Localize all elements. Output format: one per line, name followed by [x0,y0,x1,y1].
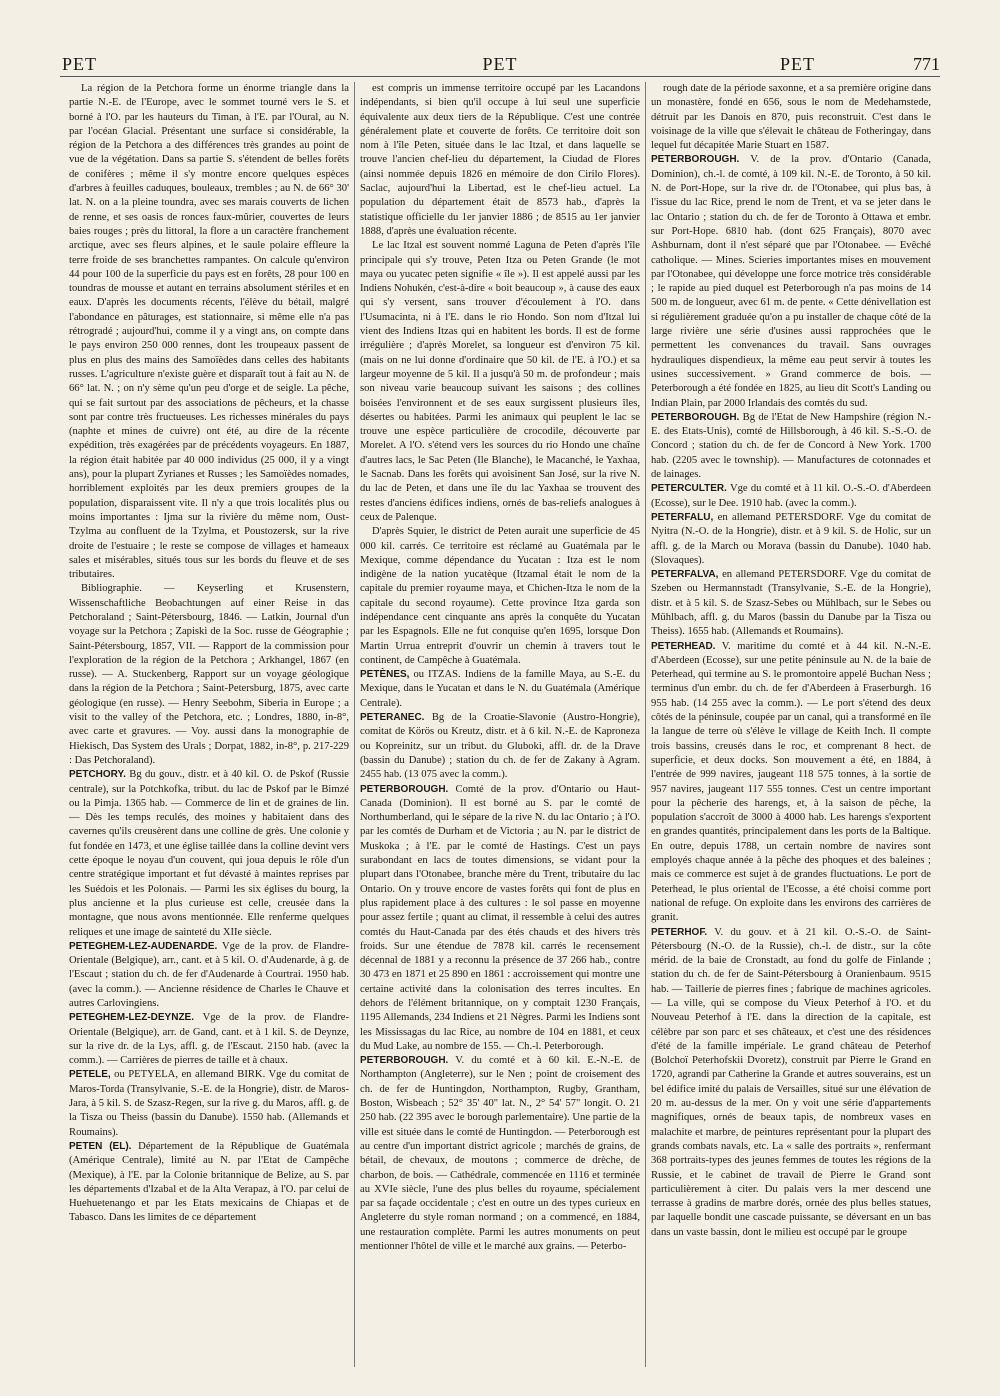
dictionary-entry [69,1140,349,1226]
column-3 [645,82,936,1367]
dictionary-entry [69,768,349,940]
dictionary-entry [651,511,931,568]
entry-headword: PETERFALVA, [651,569,719,581]
entry-text: ou ITZAS. Indiens de la famille Maya, au S.-E. du Mexique, dans le Yucatan et dans le N. du Guatémala (Amérique Centrale). [360,669,640,709]
entry-text: Vge de la prov. de Flandre-Orientale (Belgique), arr. de Gand, cant. et à 1 kil. S. de Deynze, sur la rive dr. de la Lys, affl. g. de l'Escaut. 2150 hab. (avec la comm.). — Carrières de pierres de taille et à chaux. [69,1012,349,1067]
page-number: 771 [913,54,940,74]
dictionary-entry [651,411,931,482]
entry-text: V. maritime du comté et à 44 kil. N.-N.-E. d'Aberdeen (Ecosse), sur une petite péninsule au N. de la baie de Peterhead, qui termine au S. le promontoire appelé Buchan Ness ; terminus d'un embr. du ch. de fer d'Aberdeen à Fraserburgh. 16 955 hab. (14 255 avec la comm.). — Le port s'étend des deux côtés de la péninsule, coupée par un canal, qui a transformé en île la langue de terre où s'élève le village de Keith Inch. Il compte trois bassins, creusés dans le roc, et comprenant 8 hect. de superficie, et deux docks. Son mouvement a été, en 1884, à l'entrée de 999 navires, jaugeant 118 575 tonnes, à la sortie de 957 navires, jaugeant 117 555 tonnes. C'est un centre important pour la pêcherie des harengs, et, à la saison de pêche, la population s'accroît de 3000 à 4000 hab. Les harengs s'exportent en grandes quantités, principalement dans les ports de la Baltique. En outre, depuis 1788, un certain nombre de navires sont employés chaque année à la pêche des phoques et des baleines ; mais ce commerce est sujet à de grandes fluctuations. Le port de Peterhead, le plus oriental de l'Ecosse, a été choisi comme port national de refuge. On exploite dans les environs des carrières de granit. [651,640,931,924]
column-2 [354,82,645,1367]
entry-text: Comté de la prov. d'Ontario ou Haut-Canada (Dominion). Il est borné au S. par le comté de Northumberland, qui le sépare de la rive N. du lac Ontario ; à l'O. par les comtés de Durham et de Victoria ; au N. par le district de Muskoka ; à l'E. par le comté de Hastings. C'est un pays surabondant en lacs de toutes dimensions, se vidant pour la plupart dans l'Otonabee, branche mère du Trent, tributaire du lac Ontario. On y trouve encore de vastes forêts qui font de plus en plus rapidement place à des cultures : le sol passe en moyenne pour assez fertile ; quant au climat, il ressemble à celui des autres comtés du Haut-Canada par des étés chauds et des hivers très froids. Sur une étendue de 7878 kil. carrés le recensement décennal de 1881 y a reconnu la présence de 37 266 hab., contre 30 473 en 1871 et 25 890 en 1861 : accroissement qui montre une certaine activité dans la colonisation des terres incultes. En dehors de l'élément britannique, on y comptait 1230 Français, 1195 Allemands, 234 Indiens et 21 Nègres. Parmi les Indiens sont les Mississagas du lac Rice, au nombre de 104 en 1881, et ceux du Mud Lake, au nombre de 155. — Ch.-l. Peterborough. [360,783,640,1052]
entry-text: en allemand PETERSDORF. Vge du comitat de Szeben ou Hermannstadt (Transylvanie, S.-E. de la Hongrie), distr. et à 5 kil. S. de Szasz-Sebes ou Mühlbach, sur le Sebes ou Mühlbach, affl. g. du Maros (bassin du Danube par la Tisza ou Theiss). 1655 hab. (Allemands et Roumains). [651,569,931,638]
entry-headword: PETELE, [69,1069,111,1081]
entry-text: ou PETYELA, en allemand BIRK. Vge du comitat de Maros-Torda (Transylvanie, S.-E. de la Hongrie), distr. de Maros-Jara, à 5 kil. S. de Szasz-Regen, sur la rive g. du Maros, affl. g. de la Tisza ou Theiss (bassin du Danube). 1550 hab. (Allemands et Roumains). [69,1069,349,1138]
entry-headword: PETERHOF. [651,926,708,938]
entry-headword: PETCHORY. [69,769,126,781]
entry-text: est compris un immense territoire occupé par les Lacandons indépendants, si bien qu'il occupe à lui seul une superficie équivalente aux deux tiers de la République. C'est une contrée généralement plate et couverte de forêts. Ce territoire doit son nom à l'île Peten, située dans le lac Itzal, et dans laquelle se trouve l'ancien chef-lieu du département, la Ciudad de Flores (ainsi nommée depuis 1826 en mémoire de don Cirilo Flores). Saclac, aujourd'hui la Libertad, est le chef-lieu actuel. La population du département était de 8573 hab., d'après la statistique officielle du 1er janvier 1886 ; de 8515 au 1er janvier 1888, d'après une évaluation récente. [360,83,640,237]
dictionary-entry [651,926,931,1241]
dictionary-entry [69,940,349,1011]
dictionary-entry [69,1068,349,1139]
dictionary-entry [360,783,640,1055]
entry-text: Département de la République de Guatémala (Amérique Centrale), limité au N. par l'Etat de Campêche (Mexique), à l'E. par la Colonie britannique de Belize, au S. par les départements d'Izabal et de la Alta Verapaz, à l'O. par celui de Huehuetenango et par les Etats mexicains de Chiapas et de Tabasco. Dans les limites de ce département [69,1140,349,1224]
dictionary-entry [651,640,931,926]
entry-text: Bg de l'Etat de New Hampshire (région N.-E. des Etats-Unis), comté de Hillsborough, à 46 kil. S.-S.-O. de Concord ; station du ch. de fer de Concord à New York. 1700 hab. (2205 avec le township). — Manufactures de cotonnades et de lainages. [651,411,931,481]
entry-headword: PETEGHEM-LEZ-AUDENARDE. [69,940,218,952]
dictionary-entry [651,153,931,410]
header-rule [60,76,940,77]
dictionary-entry [360,1054,640,1254]
header-headword-left: PET [62,54,98,74]
dictionary-entry [360,668,640,711]
entry-text: Bibliographie. — Keyserling et Krusenstern, Wissenschaftliche Beobachtungen auf einer Reise in das Petchoraland ; Saint-Pétersbourg, 1846. — Latkin, Journal d'un voyage sur la Petchora ; Zapiski de la Soc. russe de Géographie ; Saint-Pétersbourg, 1857, VII. — Rapport de la commission pour l'exploration de la région de la Petchora ; Arkhangel, 1867 (en russe). — A. Stuckenberg, Rapport sur un voyage géologique dans la région de la Petchora ; Saint-Petersburg, 1875, avec carte géologique (en russe). — Henry Seebohm, Siberia in Europe ; a visit to the valley of the Petchora, etc. ; Londres, 1880, in-8°, avec carte et gravures. — Voy. aussi dans la monographie de Hiekisch, Das System des Urals ; Dorpat, 1882, in-8°, p. 217-229 : Das Petchoraland). [69,583,349,766]
entry-text: Le lac Itzal est souvent nommé Laguna de Peten d'après l'île principale qui s'y trouve, Peten Itza ou Peten Grande (le mot maya ou yucatec peten signifie « île »). Il est appelé aussi par les Indiens Nohukén, c'est-à-dire « boit beaucoup », à cause des eaux qui s'y versent, sans trouver d'écoulement à l'O. dans l'Usumacinta, ni à l'E. dans le rio Hondo. Son nom d'Itzal lui vient des Indiens Itzas qui en habitent les bords. Il est de forme irrégulière ; d'après Morelet, sa longueur est d'environ 75 kil. (mais on ne lui donne d'ordinaire que 50 kil. de l'E. à l'O.) et sa largeur moyenne de 5 kil. Il a jusqu'à 50 m. de profondeur ; mais son niveau varie beaucoup suivant les saisons ; des collines boisées l'environnent et de ses eaux surgissent plusieurs îles, désertes ou habitées. Parmi les animaux qui peuplent le lac se trouve une espèce particulière de crocodile, découverte par Morelet. A l'O. s'étend vers les sources du rio Hondo une chaîne d'autres lacs, le Sac Peten (Ile Blanche), le Macanché, le Yaxhaa, le Sacnab. Dans les forêts qui avoisinent San José, sur la rive N. du lac de Peten, et dans une île du lac Yaxhaa se trouvent des restes d'anciens édifices indiens, ornés de bas-reliefs analogues à ceux de Palenque. [360,240,640,523]
paragraph [360,525,640,668]
dictionary-entry [651,482,931,511]
header-headword-center: PET [482,54,518,74]
paragraph [69,82,349,582]
paragraph [360,82,640,239]
entry-text: V. du gouv. et à 21 kil. O.-S.-O. de Saint-Pétersbourg (N.-O. de la Russie), ch.-l. de distr., sur la côte mérid. de la baie de Cronstadt, au fond du golfe de Finlande ; station du ch. de fer de Saint-Pétersbourg à Oranienbaum. 9515 hab. — Taillerie de pierres fines ; fabrique de machines agricoles. — La ville, qui se compose du Vieux Peterhof à l'O. et du Nouveau Peterhof à l'E. dans la direction de la capitale, est célèbre par son parc et ses châteaux, et c'est une des résidences d'été de la famille impériale. Le grand château de Peterhof (Bolchoï Peterhofskii Dvoretz), construit par Pierre le Grand en 1720, agrandi par Catherine la Grande et autres souverains, est un bel édifice imité du palais de Versailles, situé sur une élévation de 20 m. au-dessus de la mer. On y voit une série d'appartements magnifiques, ornés de beaux tapis, de nombreux vases en malachite et marbre, de peintures représentant pour la plupart des grands combats navals, etc. La « salle des portraits », renfermant 368 portraits-types des jeunes femmes de toutes les régions de la Russie, et le cabinet de travail de Pierre le Grand sont particulièrement à citer. Du palais vers la mer descend une terrasse à gradins de marbre dorés, ornée des plus belles statues, par laquelle bondit une cascade puissante, se déversant en un bas dans un vaste bassin, dont le milieu est occupé par le groupe [651,926,931,1238]
paragraph [69,582,349,768]
entry-headword: PETERCULTER. [651,483,727,495]
entry-headword: PETERBOROUGH. [360,1055,449,1067]
paragraph [360,239,640,525]
entry-text: V. de la prov. d'Ontario (Canada, Dominion), ch.-l. de comté, à 109 kil. N.-E. de Toronto, à 50 kil. N. de Port-Hope, sur la rive dr. de l'Otonabee, qui plus bas, à l'issue du lac Rice, prend le nom de Trent, et va se jeter dans le lac Ontario ; station du ch. de fer de Toronto à Ottawa et embr. sur Port-Hope. 6810 hab. (dont 625 Français), 8070 avec Ashburnam, dont il n'est séparé que par l'Otonabee. — Evêché catholique. — Mines. Scieries importantes mises en mouvement par l'Otonabee, qui développe une force motrice très considérable ; le rapide au pied duquel est Peterborough n'a pas moins de 14 500 m. de longueur, avec 61 m. de pente. « Cette dénivellation est si régulièrement graduée qu'on a pu installer de chaque côté de la large rivière une série d'usines aussi rapprochées que le permettent les convenances du travail. Sans ouvrages hydrauliques dispendieux, la même eau peut servir à toutes les usines successivement. » Grand commerce de bois. — Peterborough a été fondée en 1825, au lieu dit Scott's Landing ou Indian Plain, par 2000 Irlandais des comtés du sud. [651,154,931,409]
running-header [60,54,940,78]
entry-text: en allemand PETERSDORF. Vge du comitat de Nyitra (N.-O. de la Hongrie), distr. et à 9 kil. S. de Holic, sur un affl. g. de la March ou Morava (bassin du Danube). 1040 hab. (Slovaques). [651,511,931,566]
entry-text: V. du comté et à 60 kil. E.-N.-E. de Northampton (Angleterre), sur le Nen ; point de croisement des ch. de fer de Huntingdon, Northampton, Rugby, Grantham, Boston, Wisbeach ; 52° 35' 40" lat. N., 2° 54' 57" longit. O. 21 250 hab. (22 395 avec le borough parlementaire). Une partie de la ville est située dans le comté de Huntingdon. — Peterborough est au centre d'un important district agricole ; marchés de grains, de bétail, de chevaux, de moutons ; commerce de drèche, de charbon, de bois. — Cathédrale, commencée en 1116 et terminée au XVIe siècle, l'une des plus belles du royaume, spécialement par sa façade occidentale ; c'est en outre un des types curieux en Angleterre du style roman normand ; on a commencé, en 1884, une restauration complète. Parmi les autres monuments on peut mentionner l'hôtel de ville et le marché aux grains. — Peterbo- [360,1055,640,1253]
dictionary-entry [360,711,640,782]
entry-headword: PETERANEC. [360,712,425,724]
entry-text: rough date de la période saxonne, et a sa première origine dans un monastère, fondé en 656, sous le nom de Medehamstede, détruit par les Danois en 870, puis reconstruit. C'est dans le voisinage de la ville que s'élevait le château de Fotheringay, dans lequel fut décapitée Marie Stuart en 1587. [651,83,931,152]
entry-text: La région de la Petchora forme un énorme triangle dans la partie N.-E. de l'Europe, avec le sommet tourné vers le S. et borné à l'O. par les hauteurs du Timan, à l'E. par l'Oural, au N. par l'océan Glacial. Présentant une surface si considérable, la région de la Petchora a des différences très grandes au point de vue de la végétation. Dans sa partie S. s'étendent de belles forêts de conifères ; même il s'y montre encore quelques espèces d'arbres à feuilles caduques, bouleaux, trembles ; au N. de 66° 30' lat. N. on a la pleine toundra, avec ses marais couverts de lichen de renne, et ses oasis de ronces faux-mûrier, couvertes de leurs baies rouges ; près du littoral, la flore a un caractère franchement arctique, avec ses fleurs alpines, et le saule polaire effleure la terre froide de ses branchettes rampantes. On calcule qu'environ 44 pour 100 de la superficie du pays est en forêts, 28 pour 100 en toundras de mousse et autant en terrains absolument stériles et en eaux. D'après les documents récents, l'élève du bétail, malgré l'abondance en pâturages, est stationnaire, si même elle n'a pas rétrogradé ; aujourd'hui, comme il y a vingt ans, on compte dans le pays environ 250 000 rennes, dont les troupeaux passent de plus en plus des mains des Samoïèdes dans celles des habitants russes. L'agriculture n'existe guère et disparaît tout à fait au N. de 66° lat. N. ; on n'y sème qu'un peu d'orge et de seigle. La pêche, qui se fait surtout par des associations de pêcheurs, et la chasse sont par contre très fructueuses. Les richesses minérales du pays (naphte et mines de cuivre) ont été, au dire de la récente expédition, très exagérées par de précédents voyageurs. En 1887, la région était habitée par 40 000 individus (25 000, il y a vingt ans), pour la plupart Zyrianes et Russes ; les Samoïèdes nomades, horriblement exploités par les deux premiers groupes de la population, disparaissent vite. Il n'y a que trois localités plus ou moins importantes : Ijma sur la rivière du même nom, Oust-Tzylma au confluent de la Tzylma, et Poustozersk, sur la rive droite de l'estuaire ; le reste se compose de villages et hameaux sales et misérables, situés tous sur les bords du fleuve et de ses tributaires. [69,83,349,581]
entry-text: Bg du gouv., distr. et à 40 kil. O. de Pskof (Russie centrale), sur la Potchkofka, tribut. du lac de Pskof par le Bimzé ou la Pimja. 1365 hab. — Commerce de lin et de graines de lin. — Dès les temps reculés, des moines y habitaient dans des cavernes qu'ils creusèrent dans une colline de grès. Une colonie y fut fondée en 1473, et une église taillée dans la colline devint vers cette époque le noyau d'un couvent, qui joua depuis le rôle d'un centre stratégique important et fut dévasté à maintes reprises par les Suédois et les Polonais. — Parmi les six églises du bourg, la plus ancienne et la plus curieuse est celle, creusée dans la montagne, que nous avons mentionnée. Elle renferme quelques reliques et une image de sainteté du XIIe siècle. [69,769,349,938]
entry-text: Vge du comté et à 11 kil. O.-S.-O. d'Aberdeen (Ecosse), sur le Dee. 1910 hab. (avec la comm.). [651,483,931,509]
text-columns [64,82,936,1367]
entry-text: D'après Squier, le district de Peten aurait une superficie de 45 000 kil. carrés. Ce territoire est réclamé au Guatémala par le Mexique, comme dépendance du Yucatan : Itza est le nom indigène de la nation yucatèque (Itzamal était le nom de la capitale du premier royaume maya, et Chichen-Itza le nom de la capitale du second royaume). Cette province Itza garda son indépendance cent cinquante ans après la conquête du Yucatan par les Espagnols. Elle ne fut conquise qu'en 1695, lorsque Don Martin Urrua entreprit d'ouvrir un chemin à travers tout le continent, de Campêche à Guatémala. [360,526,640,666]
entry-headword: PETERBOROUGH. [651,154,740,166]
entry-headword: PETERBOROUGH. [360,783,449,795]
entry-headword: PETERBOROUGH. [651,411,740,423]
entry-headword: PETÈNES, [360,669,410,681]
header-headword-right: PET [780,54,816,74]
entry-headword: PETERHEAD. [651,640,716,652]
dictionary-entry [651,568,931,639]
dictionary-entry [69,1011,349,1068]
column-1 [64,82,354,1367]
entry-headword: PETEN (EL). [69,1140,132,1152]
entry-text: Bg de la Croatie-Slavonie (Austro-Hongrie), comitat de Körös ou Kreutz, distr. et à 6 kil. N.-E. de Kaproneza ou Kopreinitz, sur un tribut. du Gluboki, affl. dr. de la Drave (bassin du Danube) ; station du ch. de fer de Zakany à Agram. 2455 hab. (13 075 avec la comm.). [360,712,640,781]
paragraph [651,82,931,153]
entry-text: Vge de la prov. de Flandre-Orientale (Belgique), arr., cant. et à 5 kil. O. d'Audenarde, à g. de l'Escaut ; station du ch. de fer d'Audenarde à Courtrai. 1950 hab. (avec la comm.). — Ancienne résidence de Charles le Chauve et autres Carlovingiens. [69,940,349,1009]
entry-headword: PETEGHEM-LEZ-DEYNZE. [69,1012,195,1024]
entry-headword: PETERFALU, [651,511,714,523]
